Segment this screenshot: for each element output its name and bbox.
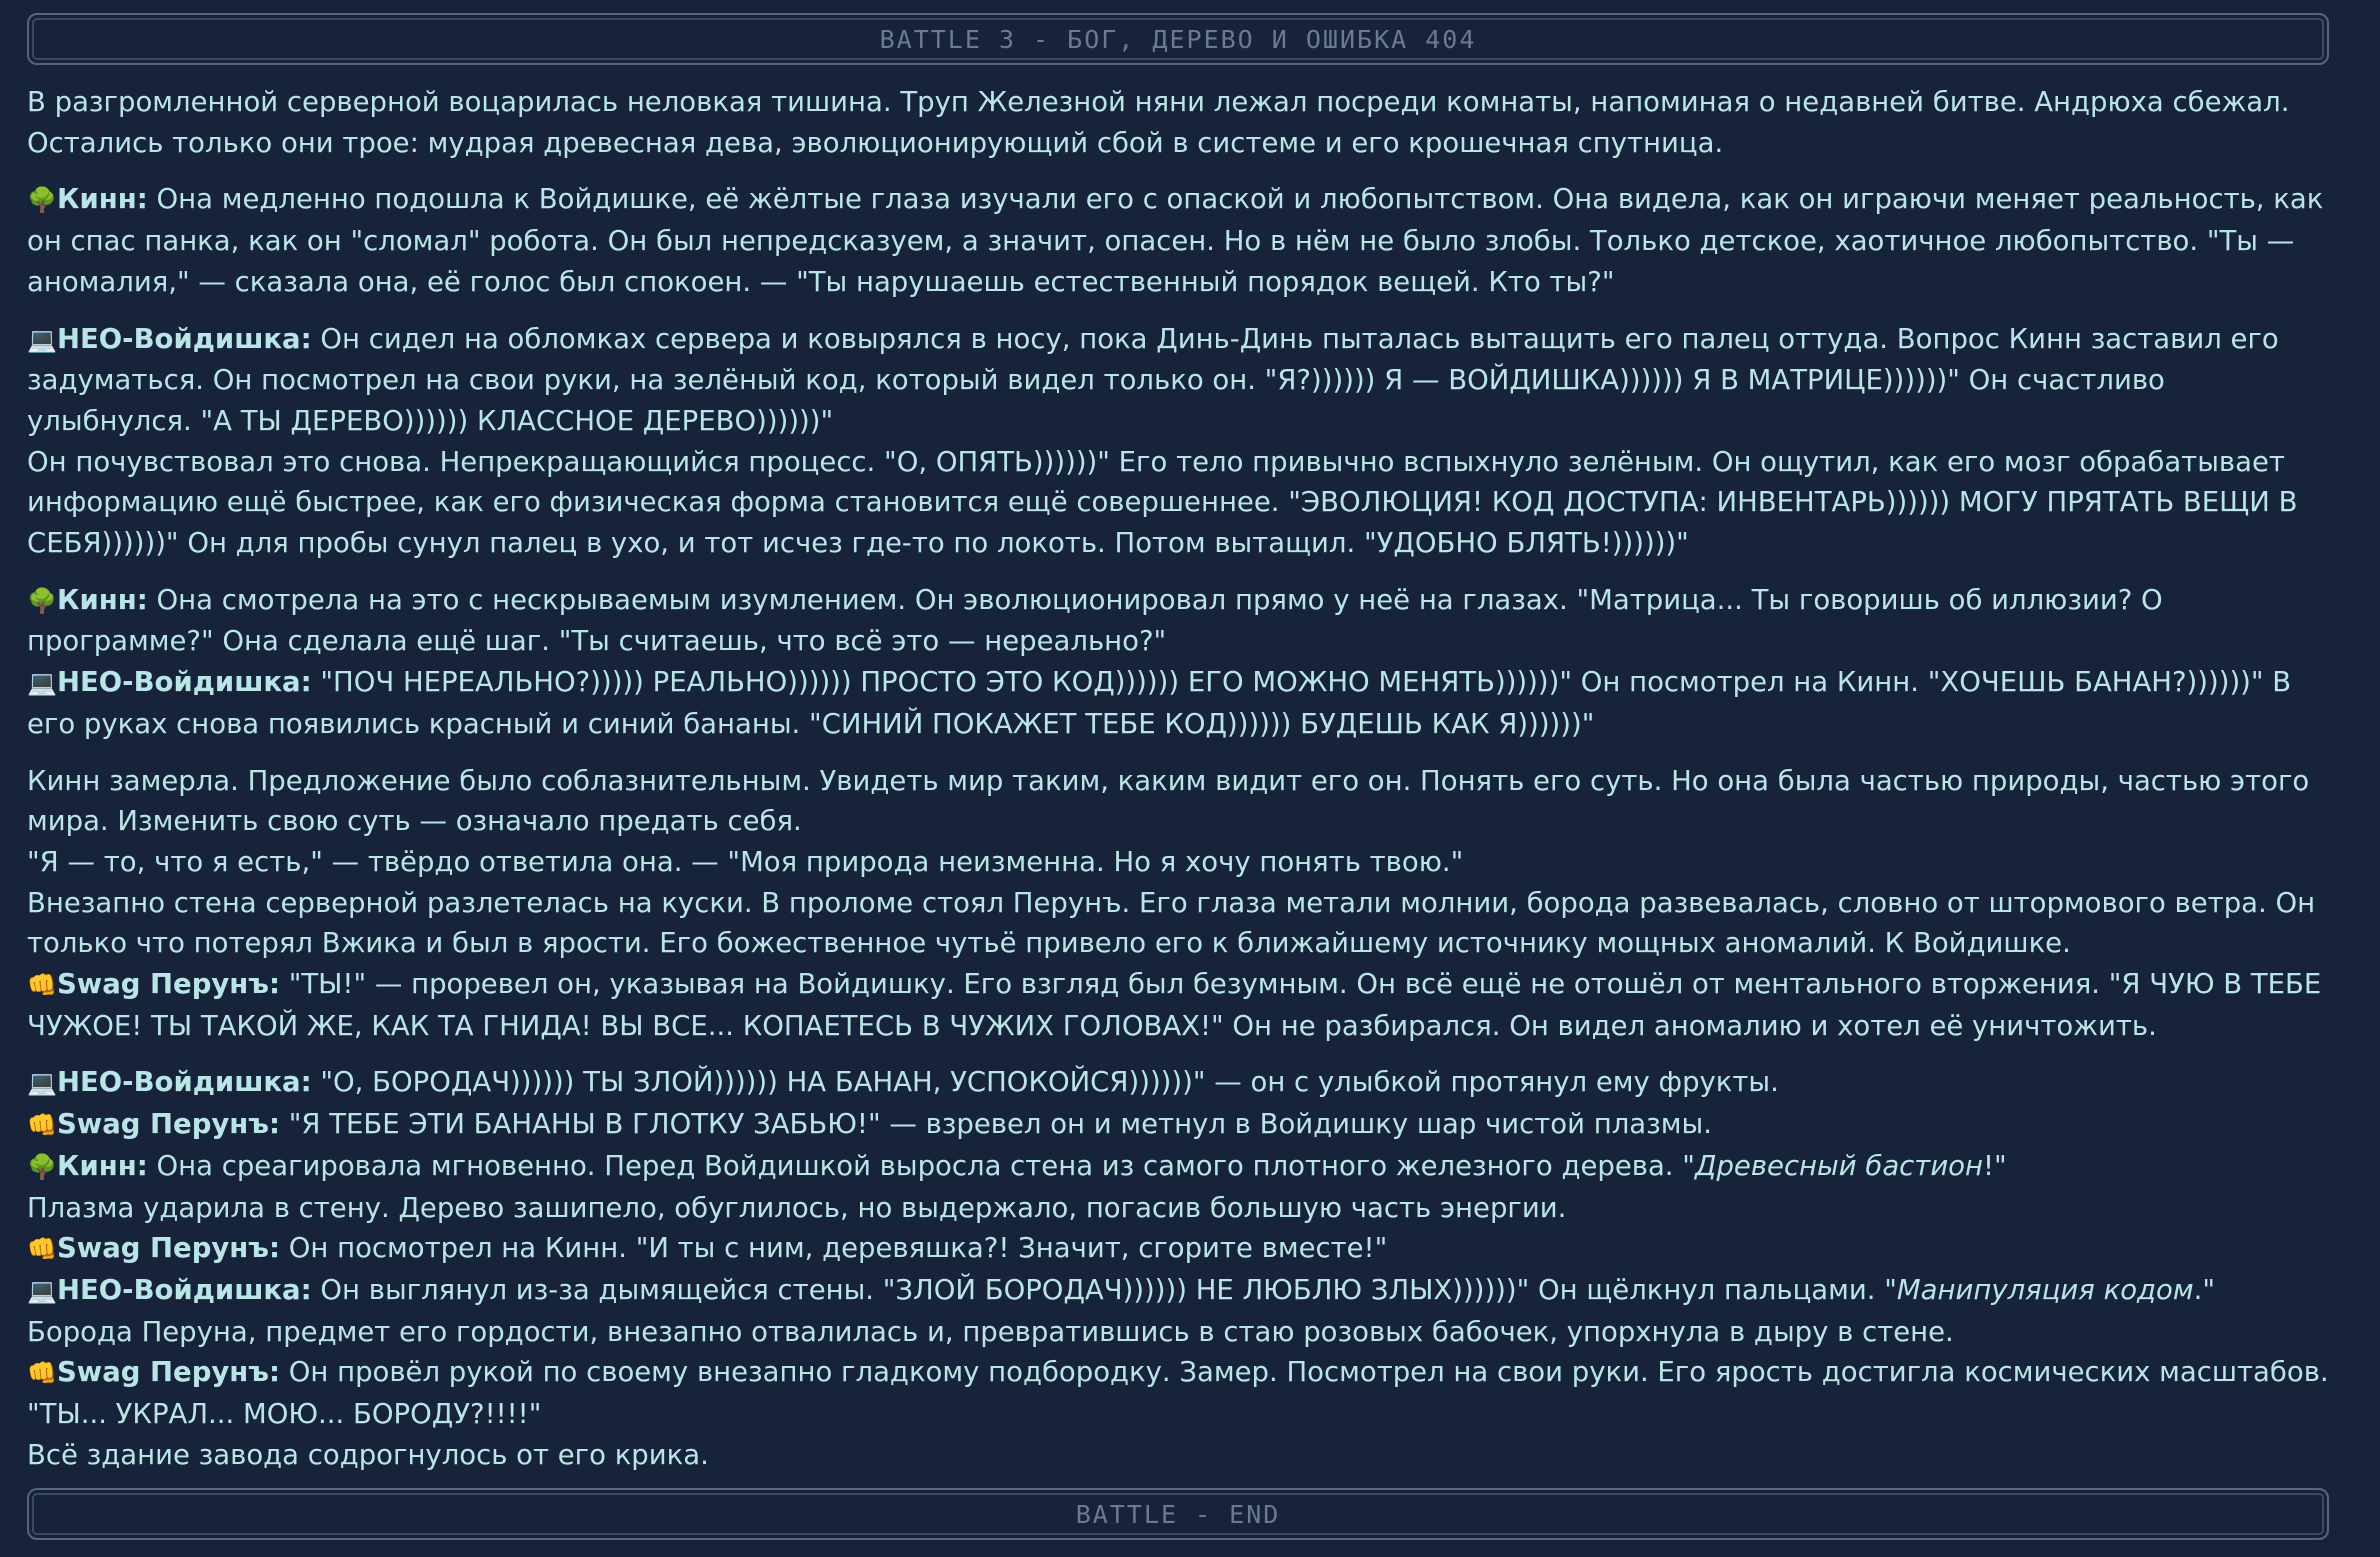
battle-end-banner [27,1488,2329,1540]
fist-icon: 👊 [27,1359,57,1388]
speaker-neo: НЕО-Войдишка: [57,1273,312,1306]
narration-paragraph: Всё здание завода содрогнулось от его крика. [27,1438,709,1471]
narration-paragraph: Он почувствовал это снова. Непрекращающийся процесс. "О, ОПЯТЬ))))))" Его тело привычно вспыхнуло зелёным. Он ощутил, как его мозг обрабатывает информацию ещё быстрее, как его физическая форма становится ещё совершеннее. "ЭВОЛЮЦИЯ! КОД ДОСТУПА: ИНВЕНТАРЬ)))))) МОГУ ПРЯТАТЬ ВЕЩИ В СЕБЯ))))))" Он для пробы сунул палец в ухо, и тот исчез где-то по локоть. Потом вытащил. "УДОБНО БЛЯТЬ!))))))" [27,445,2298,560]
kinn-line: 🌳Кинн: Она смотрела на это с нескрываемым изумлением. Он эволюционировал прямо у неё на глазах. "Матрица... Ты говоришь об иллюзии? О программе?" Она сделала ещё шаг. "Ты считаешь, что всё это — нереально?" [27,580,2337,662]
tree-icon: 🌳 [27,586,57,615]
speaker-perun: Swag Перунъ: [57,1232,280,1265]
speaker-perun: Swag Перунъ: [57,1108,280,1141]
laptop-icon: 💻 [27,669,57,698]
perun-line: 👊Swag Перунъ: "ТЫ!" — проревел он, указывая на Войдишку. Его взгляд был безумным. Он всё ещё не отошёл от ментального вторжения. "Я ЧУЮ В ТЕБЕ ЧУЖОЕ! ТЫ ТАКОЙ ЖЕ, КАК ТА ГНИДА! ВЫ ВСЕ... КОПАЕТЕСЬ В ЧУЖИХ ГОЛОВАХ!" Он не разбирался. Он видел аномалию и хотел её уничтожить. [27,964,2337,1046]
speaker-kinn: Кинн: [57,1149,148,1182]
narration-paragraph: "ТЫ... УКРАЛ... МОЮ... БОРОДУ?!!!!" [27,1398,542,1431]
speaker-kinn: Кинн: [57,583,148,616]
tree-icon: 🌳 [27,1152,57,1181]
speaker-neo: НЕО-Войдишка: [57,666,312,699]
spell-name: Древесный бастион [1694,1149,1983,1182]
narration-paragraph: Кинн замерла. Предложение было соблазнительным. Увидеть мир таким, каким видит его он. Понять его суть. Но она была частью природы, частью этого мира. Изменить свою суть — означало предать себя. [27,764,2310,838]
battle-end-title: BATTLE - END [1075,1499,1281,1529]
neo-line: 💻НЕО-Войдишка: Он выглянул из-за дымящейся стены. "ЗЛОЙ БОРОДАЧ)))))) НЕ ЛЮБЛЮ ЗЛЫХ))))))" Он щёлкнул пальцами. "Манипуляция кодом." [27,1270,2337,1312]
battle-title: BATTLE 3 - БОГ, ДЕРЕВО И ОШИБКА 404 [879,24,1477,54]
perun-line: 👊Swag Перунъ: Он посмотрел на Кинн. "И ты с ним, деревяшка?! Значит, сгорите вместе!" [27,1228,2337,1270]
battle-title-banner [27,13,2329,65]
intro-paragraph: В разгромленной серверной воцарилась неловкая тишина. Труп Железной няни лежал посреди комнаты, напоминая о недавней битве. Андрюха сбежал. Остались только они трое: мудрая древесная дева, эволюционирующий сбой в системе и его крошечная спутница. [27,86,2290,159]
speaker-perun: Swag Перунъ: [57,968,280,1001]
kinn-line: 🌳Кинн: Она среагировала мгновенно. Перед Войдишкой выросла стена из самого плотного железного дерева. "Древесный бастион!" [27,1146,2337,1188]
story-text [27,82,2337,1476]
laptop-icon: 💻 [27,1276,57,1305]
kinn-line: 🌳Кинн: Она медленно подошла к Войдишке, её жёлтые глаза изучали его с опаской и любопытством. Она видела, как он играючи меняет реальность, как он спас панка, как он "сломал" робота. Он был непредсказуем, а значит, опасен. Но в нём не было злобы. Только детское, хаотичное любопытство. "Ты — аномалия," — сказала она, её голос был спокоен. — "Ты нарушаешь естественный порядок вещей. Кто ты?" [27,179,2337,302]
fist-icon: 👊 [27,971,57,1000]
neo-line: 💻НЕО-Войдишка: Он сидел на обломках сервера и ковырялся в носу, пока Динь-Динь пыталась вытащить его палец оттуда. Вопрос Кинн заставил его задуматься. Он посмотрел на свои руки, на зелёный код, который видел только он. "Я?)))))) Я — ВОЙДИШКА)))))) Я В МАТРИЦЕ))))))" Он счастливо улыбнулся. "А ТЫ ДЕРЕВО)))))) КЛАССНОЕ ДЕРЕВО))))))" [27,319,2337,442]
laptop-icon: 💻 [27,325,57,354]
speaker-kinn: Кинн: [57,183,148,216]
fist-icon: 👊 [27,1111,57,1140]
speaker-neo: НЕО-Войдишка: [57,322,312,355]
narration-paragraph: "Я — то, что я есть," — твёрдо ответила она. — "Моя природа неизменна. Но я хочу понять твою." [27,845,1464,878]
neo-line: 💻НЕО-Войдишка: "О, БОРОДАЧ)))))) ТЫ ЗЛОЙ)))))) НА БАНАН, УСПОКОЙСЯ))))))" — он с улыбкой протянул ему фрукты. [27,1062,2337,1104]
perun-line: 👊Swag Перунъ: Он провёл рукой по своему внезапно гладкому подбородку. Замер. Посмотрел на свои руки. Его ярость достигла космических масштабов. [27,1352,2337,1394]
narration-paragraph: Борода Перуна, предмет его гордости, внезапно отвалилась и, превратившись в стаю розовых бабочек, упорхнула в дыру в стене. [27,1315,1954,1348]
speaker-neo: НЕО-Войдишка: [57,1066,312,1099]
fist-icon: 👊 [27,1235,57,1264]
spell-name: Манипуляция кодом [1896,1273,2194,1306]
narration-paragraph: Внезапно стена серверной разлетелась на куски. В проломе стоял Перунъ. Его глаза метали молнии, борода развевалась, словно от штормового ветра. Он только что потерял Вжика и был в ярости. Его божественное чутьё привело его к ближайшему источнику мощных аномалий. К Войдишке. [27,886,2316,960]
neo-line: 💻НЕО-Войдишка: "ПОЧ НЕРЕАЛЬНО?))))) РЕАЛЬНО)))))) ПРОСТО ЭТО КОД)))))) ЕГО МОЖНО МЕНЯТЬ))))))" Он посмотрел на Кинн. "ХОЧЕШЬ БАНАН?))))))" В его руках снова появились красный и синий бананы. "СИНИЙ ПОКАЖЕТ ТЕБЕ КОД)))))) БУДЕШЬ КАК Я))))))" [27,662,2337,744]
perun-line: 👊Swag Перунъ: "Я ТЕБЕ ЭТИ БАНАНЫ В ГЛОТКУ ЗАБЬЮ!" — взревел он и метнул в Войдишку шар чистой плазмы. [27,1104,2337,1146]
narration-paragraph: Плазма ударила в стену. Дерево зашипело, обуглилось, но выдержало, погасив большую часть энергии. [27,1191,1567,1224]
tree-icon: 🌳 [27,186,57,215]
speaker-perun: Swag Перунъ: [57,1356,280,1389]
laptop-icon: 💻 [27,1069,57,1098]
